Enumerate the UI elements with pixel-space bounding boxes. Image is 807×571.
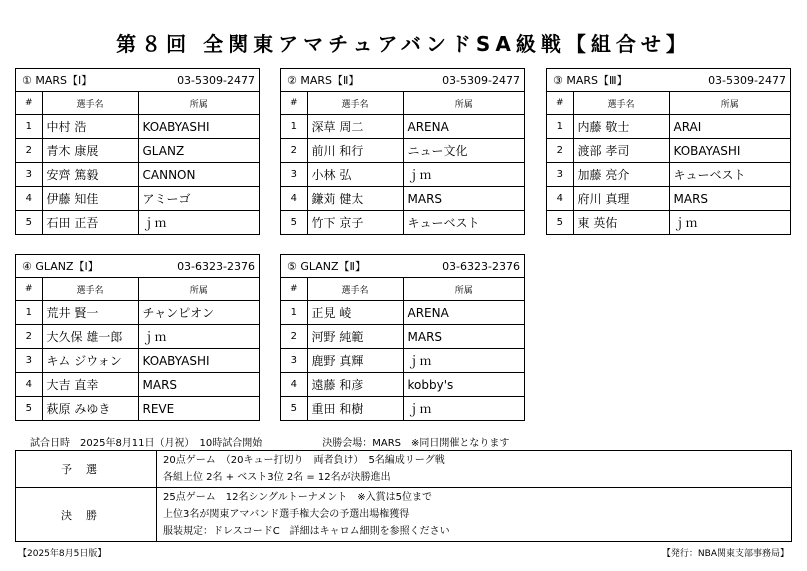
player-name: 大吉 直幸 (42, 373, 138, 397)
col-player: 選手名 (42, 92, 138, 115)
row-no: 2 (281, 325, 307, 349)
final-line: 25点ゲーム 12名シングルトーナメント ※入賞は5位まで (163, 492, 433, 503)
row-no: 2 (281, 139, 307, 163)
player-team: ニュー文化 (403, 139, 524, 163)
player-team: ARAI (669, 115, 790, 139)
table-row (281, 397, 524, 421)
player-team: ｊｍ (403, 163, 524, 187)
row-no: 3 (281, 163, 307, 187)
table-row (281, 301, 524, 325)
final-details (157, 488, 792, 542)
table-header-row (547, 92, 790, 115)
player-team: MARS (403, 325, 524, 349)
row-no: 1 (281, 115, 307, 139)
final-label: 決勝 (16, 488, 157, 542)
table-row (16, 397, 259, 421)
team-header (547, 69, 790, 92)
player-name: 重田 和樹 (307, 397, 403, 421)
col-player: 選手名 (307, 92, 403, 115)
col-no: # (16, 278, 42, 301)
table-row (281, 373, 524, 397)
player-team: MARS (669, 187, 790, 211)
edition-date: 【2025年8月5日版】 (18, 549, 107, 559)
player-name: 河野 純範 (307, 325, 403, 349)
prelim-line: 20点ゲーム （20キュー打切り 両者負け） 5名編成リーグ戦 (163, 455, 445, 466)
final-line: 服装規定：ドレスコードC 詳細はキャロム細則を参照ください (163, 526, 450, 537)
col-player: 選手名 (573, 92, 669, 115)
player-name: 伊藤 知佳 (42, 187, 138, 211)
row-no: 5 (16, 211, 42, 235)
table-row (281, 163, 524, 187)
row-no: 5 (281, 211, 307, 235)
team-phone: 03-5309-2477 (442, 73, 520, 87)
row-no: 2 (16, 325, 42, 349)
col-no: # (547, 92, 573, 115)
player-team: KOABYASHI (138, 349, 259, 373)
player-name: 深草 周二 (307, 115, 403, 139)
player-team: ｊｍ (138, 325, 259, 349)
table-row (281, 115, 524, 139)
team-header (16, 69, 259, 92)
row-no: 3 (281, 349, 307, 373)
player-team: ｊｍ (669, 211, 790, 235)
row-no: 4 (16, 187, 42, 211)
row-no: 3 (16, 349, 42, 373)
table-row (547, 187, 790, 211)
match-date: 試合日時 2025年8月11日（月祝） 10時試合開始 (30, 438, 263, 449)
col-no: # (281, 278, 307, 301)
col-team: 所属 (138, 278, 259, 301)
col-team: 所属 (403, 92, 524, 115)
table-row (16, 115, 259, 139)
match-info (30, 434, 509, 449)
player-name: 正見 崚 (307, 301, 403, 325)
table-row (16, 373, 259, 397)
table-row (281, 187, 524, 211)
row-no: 3 (547, 163, 573, 187)
final-row (16, 488, 792, 542)
row-no: 5 (281, 397, 307, 421)
player-team: キューベスト (403, 211, 524, 235)
team-table (280, 68, 525, 235)
table-row (281, 325, 524, 349)
row-no: 4 (547, 187, 573, 211)
row-no: 4 (281, 373, 307, 397)
table-row (281, 349, 524, 373)
row-no: 5 (16, 397, 42, 421)
table-row (16, 301, 259, 325)
team-name: ② MARS【Ⅱ】 (287, 74, 360, 87)
team-phone: 03-5309-2477 (177, 73, 255, 87)
team-phone: 03-5309-2477 (708, 73, 786, 87)
row-no: 1 (16, 115, 42, 139)
player-team: KOBAYASHI (669, 139, 790, 163)
table-row (16, 187, 259, 211)
table-row (281, 139, 524, 163)
team-table (15, 254, 260, 421)
team-table (280, 254, 525, 421)
team-header (16, 255, 259, 278)
prelim-row (16, 451, 792, 488)
row-no: 5 (547, 211, 573, 235)
player-name: 渡部 孝司 (573, 139, 669, 163)
player-team: ｊｍ (403, 349, 524, 373)
team-phone: 03-6323-2376 (177, 259, 255, 273)
publisher: 【発行：NBA関東支部事務局】 (661, 549, 789, 559)
player-name: キム ジウォン (42, 349, 138, 373)
schedule-table (15, 450, 792, 542)
player-team: ARENA (403, 115, 524, 139)
col-no: # (281, 92, 307, 115)
player-team: チャンピオン (138, 301, 259, 325)
player-name: 東 英佑 (573, 211, 669, 235)
prelim-line: 各組上位 2名 + ベスト3位 2名 = 12名が決勝進出 (163, 472, 391, 483)
player-name: 青木 康展 (42, 139, 138, 163)
team-name: ① MARS【Ⅰ】 (22, 74, 93, 87)
player-team: MARS (138, 373, 259, 397)
col-team: 所属 (669, 92, 790, 115)
table-row (281, 211, 524, 235)
table-row (16, 139, 259, 163)
player-name: 前川 和行 (307, 139, 403, 163)
table-row (547, 163, 790, 187)
final-venue: 決勝会場：MARS ※同日開催となります (322, 438, 510, 449)
table-row (16, 163, 259, 187)
table-row (547, 139, 790, 163)
player-team: KOABYASHI (138, 115, 259, 139)
player-team: ｊｍ (403, 397, 524, 421)
col-team: 所属 (138, 92, 259, 115)
team-phone: 03-6323-2376 (442, 259, 520, 273)
player-team: CANNON (138, 163, 259, 187)
player-name: 竹下 京子 (307, 211, 403, 235)
player-name: 小林 弘 (307, 163, 403, 187)
team-header (281, 255, 524, 278)
table-row (16, 211, 259, 235)
team-name: ③ MARS【Ⅲ】 (553, 74, 628, 87)
team-name: ⑤ GLANZ【Ⅱ】 (287, 260, 366, 273)
player-team: ARENA (403, 301, 524, 325)
row-no: 4 (16, 373, 42, 397)
player-name: 荒井 賢一 (42, 301, 138, 325)
col-player: 選手名 (307, 278, 403, 301)
player-name: 中村 浩 (42, 115, 138, 139)
prelim-details (157, 451, 792, 488)
player-name: 府川 真理 (573, 187, 669, 211)
player-team: kobby's (403, 373, 524, 397)
prelim-label: 予選 (16, 451, 157, 488)
player-team: キューベスト (669, 163, 790, 187)
player-team: GLANZ (138, 139, 259, 163)
table-row (16, 325, 259, 349)
table-header-row (281, 278, 524, 301)
table-row (16, 349, 259, 373)
team-table (15, 68, 260, 235)
player-team: MARS (403, 187, 524, 211)
player-name: 内藤 敬士 (573, 115, 669, 139)
player-name: 鹿野 真輝 (307, 349, 403, 373)
team-header (281, 69, 524, 92)
table-row (547, 211, 790, 235)
row-no: 2 (547, 139, 573, 163)
player-name: 遠藤 和彦 (307, 373, 403, 397)
col-player: 選手名 (42, 278, 138, 301)
team-table (546, 68, 791, 235)
player-team: アミーゴ (138, 187, 259, 211)
page-title: 第８回 全関東アマチュアバンドSA級戦【組合せ】 (116, 32, 691, 56)
row-no: 1 (281, 301, 307, 325)
col-no: # (16, 92, 42, 115)
row-no: 1 (16, 301, 42, 325)
player-name: 大久保 雄一郎 (42, 325, 138, 349)
table-row (547, 115, 790, 139)
player-name: 萩原 みゆき (42, 397, 138, 421)
table-header-row (16, 278, 259, 301)
row-no: 2 (16, 139, 42, 163)
player-name: 加藤 亮介 (573, 163, 669, 187)
row-no: 1 (547, 115, 573, 139)
row-no: 4 (281, 187, 307, 211)
player-team: REVE (138, 397, 259, 421)
col-team: 所属 (403, 278, 524, 301)
player-name: 石田 正吾 (42, 211, 138, 235)
player-name: 鎌苅 健太 (307, 187, 403, 211)
row-no: 3 (16, 163, 42, 187)
player-name: 安齊 篤毅 (42, 163, 138, 187)
player-team: ｊｍ (138, 211, 259, 235)
table-header-row (16, 92, 259, 115)
table-header-row (281, 92, 524, 115)
team-name: ④ GLANZ【Ⅰ】 (22, 260, 99, 273)
final-line: 上位3名が関東アマバンド選手権大会の予選出場権獲得 (163, 509, 410, 520)
